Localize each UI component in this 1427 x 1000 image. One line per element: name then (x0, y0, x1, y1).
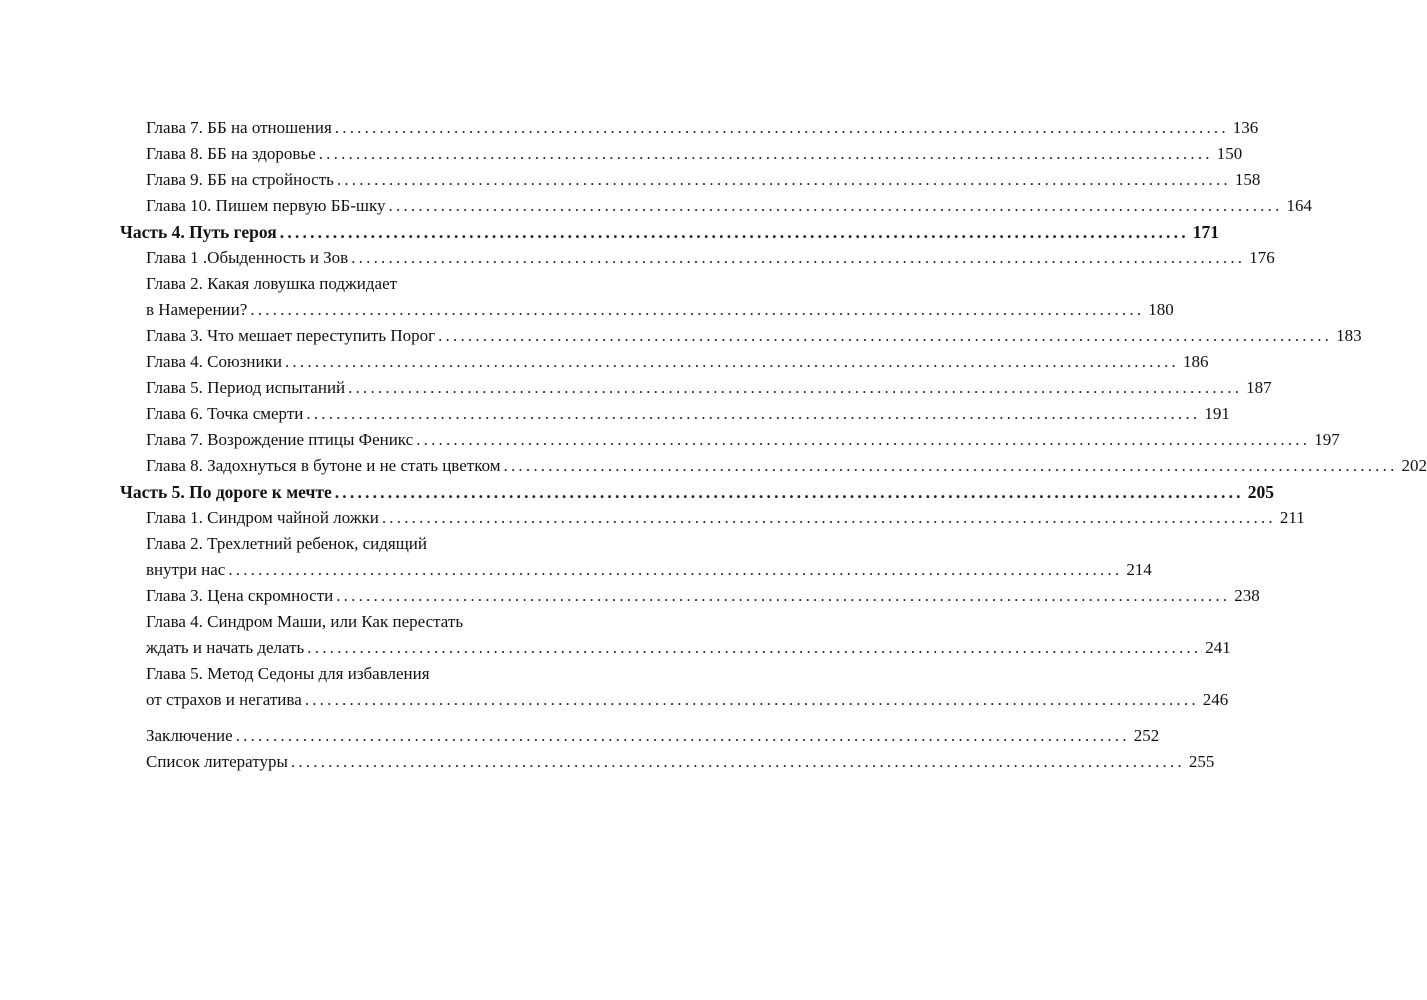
toc-entry-chapter-1-teaspoon (146, 505, 1305, 531)
toc-entry-title: Глава 3. Цена скромности (146, 586, 334, 605)
toc-page-number: 186 (1182, 352, 1209, 371)
toc-page-number: 180 (1148, 300, 1174, 319)
toc-entry-title: Глава 5. Период испытаний (146, 378, 346, 397)
toc-entry-chapter-5-sedona (146, 661, 1229, 713)
toc-page-number: 197 (1314, 430, 1340, 449)
toc-page-number: 158 (1234, 170, 1261, 189)
toc-entry-title: Глава 8. Задохнуться в бутоне и не стать цветком (146, 456, 501, 475)
dot-leader: ........................................................................................................................ (336, 170, 1231, 189)
toc-entry-chapter-9-slimness (146, 167, 1261, 193)
toc-entry-chapter-5-trials (146, 375, 1272, 401)
toc-entry-title-line-2: в Намерении? (146, 300, 248, 319)
toc-page-number: 150 (1216, 144, 1243, 163)
toc-page-number: 191 (1204, 404, 1230, 423)
dot-leader: ........................................................................................................................ (306, 404, 1201, 423)
toc-entry-bibliography (146, 749, 1215, 775)
toc-entry-title: Глава 1. Синдром чайной ложки (146, 508, 379, 527)
table-of-contents (0, 115, 1427, 775)
toc-entry-chapter-7-relationships (146, 115, 1259, 141)
toc-entry-chapter-2-trap (146, 271, 1174, 323)
toc-page-number: 238 (1234, 586, 1260, 605)
dot-leader: ........................................................................................................................ (334, 482, 1244, 502)
dot-leader: ........................................................................................................................ (438, 326, 1333, 345)
toc-entry-title-line-1: Глава 2. Какая ловушка поджидает (146, 274, 398, 293)
toc-entry-title: Глава 9. ББ на стройность (146, 170, 334, 189)
toc-entry-title-line-2: внутри нас (146, 560, 226, 579)
toc-entry-title: Глава 10. Пишем первую ББ-шку (146, 196, 386, 215)
toc-entry-chapter-7-phoenix (146, 427, 1340, 453)
dot-leader: ........................................................................................................................ (381, 508, 1276, 527)
toc-entry-title: Глава 1 .Обыденность и Зов (146, 248, 349, 267)
toc-part-title: Часть 5. По дороге к мечте (120, 482, 332, 502)
toc-page-number: 252 (1133, 726, 1160, 745)
dot-leader: ........................................................................................................................ (388, 196, 1283, 215)
toc-page-number: 255 (1188, 752, 1215, 771)
toc-entry-chapter-3-modesty (146, 583, 1260, 609)
dot-leader: ........................................................................................................................ (416, 430, 1311, 449)
dot-leader: ........................................................................................................................ (351, 248, 1246, 267)
toc-entry-title: Глава 7. ББ на отношения (146, 118, 332, 137)
toc-page-number: 246 (1202, 690, 1229, 709)
dot-leader: ........................................................................................................................ (284, 352, 1179, 371)
dot-leader: ........................................................................................................................ (304, 690, 1199, 709)
toc-entry-title-line-2: от страхов и негатива (146, 690, 302, 709)
toc-page-number: 202 (1401, 456, 1427, 475)
toc-entry-title: Глава 8. ББ на здоровье (146, 144, 316, 163)
toc-entry-title-line-2: ждать и начать делать (146, 638, 305, 657)
toc-entry-chapter-8-health (146, 141, 1243, 167)
toc-page-number: 136 (1232, 118, 1259, 137)
dot-leader: ........................................................................................................................ (307, 638, 1202, 657)
dot-leader: ........................................................................................................................ (336, 586, 1231, 605)
dot-leader: ........................................................................................................................ (348, 378, 1243, 397)
toc-entry-chapter-4-allies (146, 349, 1209, 375)
toc-entry-title: Глава 4. Союзники (146, 352, 282, 371)
toc-page-number: 171 (1192, 222, 1220, 242)
toc-part-4-heroes-path (120, 219, 1220, 245)
toc-entry-chapter-4-masha (146, 609, 1231, 661)
toc-entry-title: Глава 7. Возрождение птицы Феникс (146, 430, 414, 449)
dot-leader: ........................................................................................................................ (235, 726, 1130, 745)
toc-entry-chapter-8-bud (146, 453, 1427, 479)
toc-entry-title-line-1: Глава 4. Синдром Маши, или Как перестать (146, 612, 464, 631)
dot-leader: ........................................................................................................................ (228, 560, 1123, 579)
toc-entry-title: Список литературы (146, 752, 288, 771)
dot-leader: ........................................................................................................................ (250, 300, 1145, 319)
dot-leader: ........................................................................................................................ (503, 456, 1398, 475)
toc-entry-title: Глава 6. Точка смерти (146, 404, 304, 423)
toc-part-5-road-to-dream (120, 479, 1274, 505)
toc-page-number: 164 (1286, 196, 1313, 215)
dot-leader: ........................................................................................................................ (318, 144, 1213, 163)
toc-entry-chapter-3-threshold (146, 323, 1362, 349)
toc-page-number: 211 (1279, 508, 1305, 527)
toc-page-number: 241 (1205, 638, 1231, 657)
toc-entry-title: Заключение (146, 726, 233, 745)
dot-leader: ........................................................................................................................ (334, 118, 1229, 137)
toc-page-number: 205 (1247, 482, 1274, 502)
toc-page-number: 214 (1126, 560, 1152, 579)
toc-entry-conclusion (146, 723, 1160, 749)
toc-part-title: Часть 4. Путь героя (120, 222, 277, 242)
toc-entry-chapter-6-death-point (146, 401, 1230, 427)
toc-page-number: 187 (1246, 378, 1272, 397)
toc-entry-title: Глава 3. Что мешает переступить Порог (146, 326, 436, 345)
dot-leader: ........................................................................................................................ (279, 222, 1189, 242)
toc-entry-title-line-1: Глава 2. Трехлетний ребенок, сидящий (146, 534, 428, 553)
toc-entry-chapter-2-inner-child (146, 531, 1152, 583)
toc-page-number: 176 (1249, 248, 1275, 267)
toc-entry-chapter-1-ordinary-call (146, 245, 1275, 271)
toc-entry-chapter-10-first-bb (146, 193, 1313, 219)
toc-entry-title-line-1: Глава 5. Метод Седоны для избавления (146, 664, 430, 683)
toc-page-number: 183 (1336, 326, 1362, 345)
dot-leader: ........................................................................................................................ (290, 752, 1185, 771)
